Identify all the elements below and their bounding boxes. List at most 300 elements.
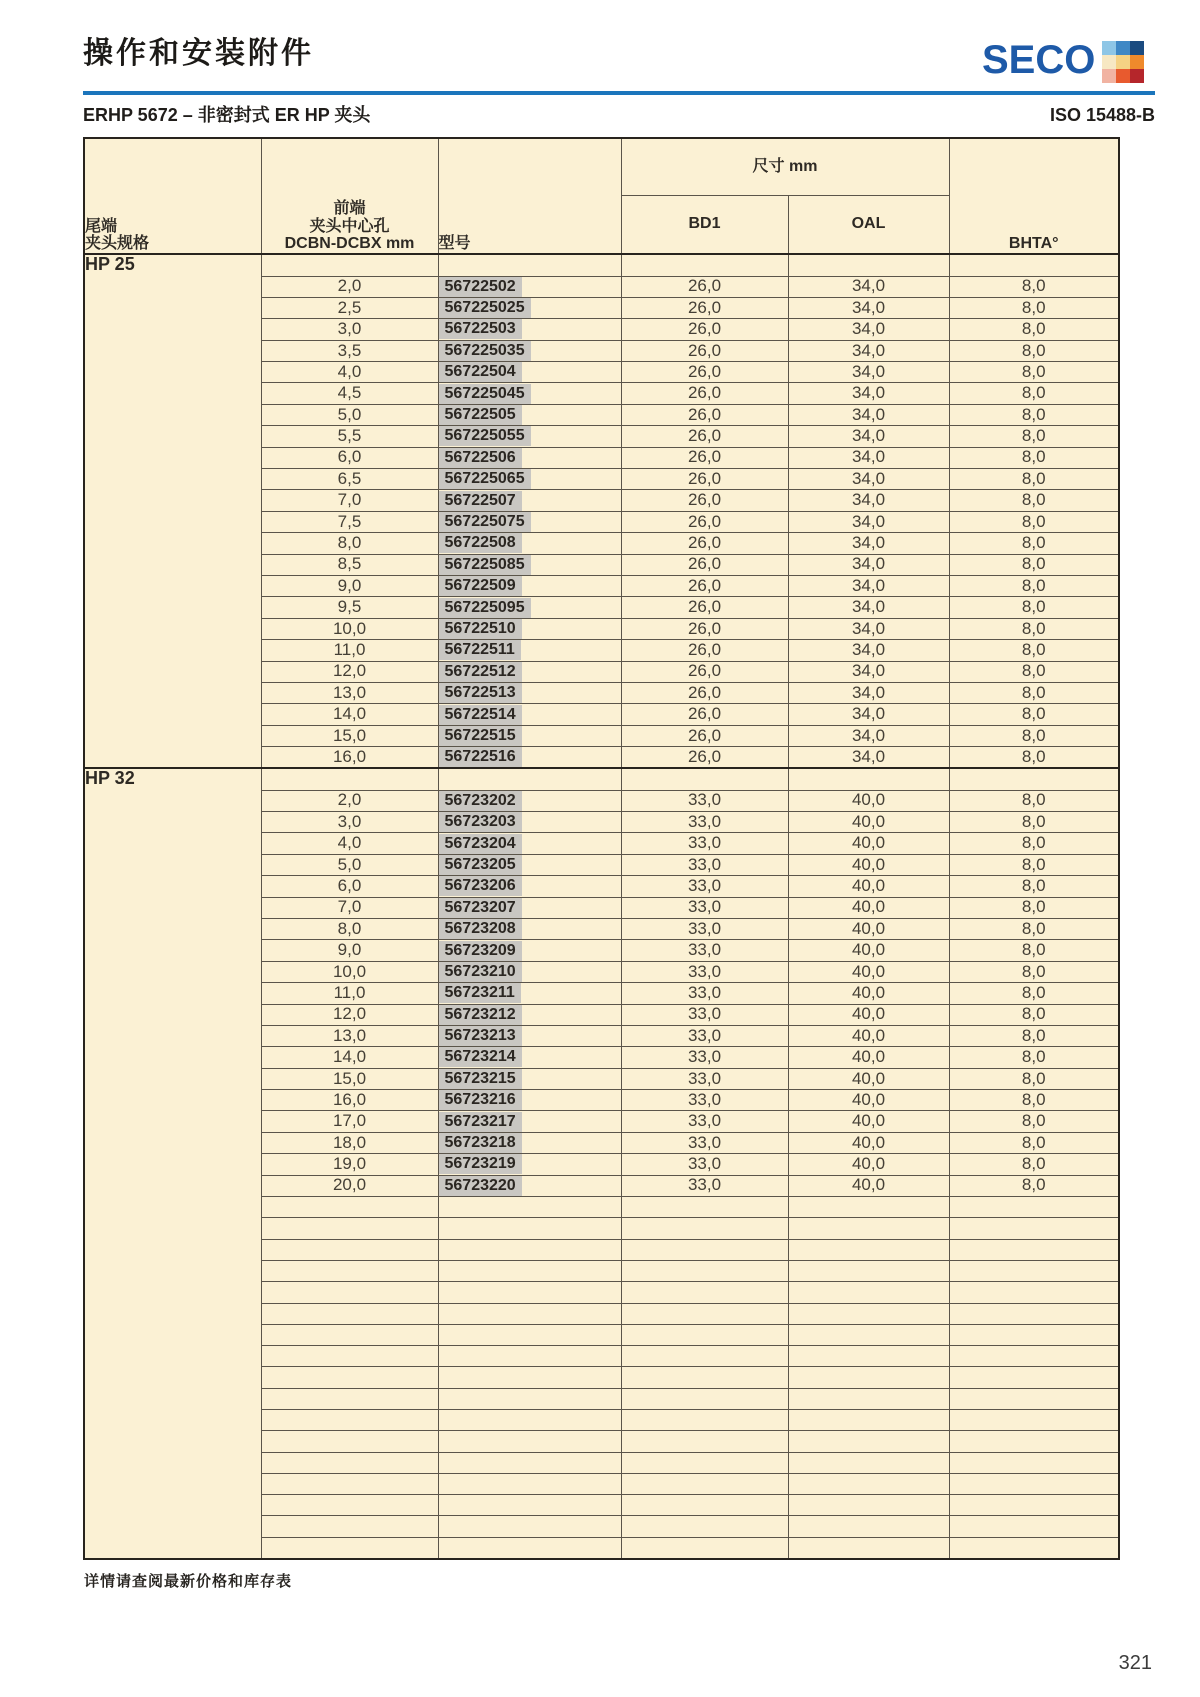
model-number: 56723210 [439, 962, 522, 982]
bore-cell: 10,0 [261, 618, 438, 639]
model-cell [438, 575, 621, 596]
oal-cell [788, 1260, 949, 1281]
bhta-cell: 8,0 [949, 276, 1119, 297]
bhta-cell [949, 1324, 1119, 1345]
logo-square [1116, 55, 1130, 69]
bhta-cell: 8,0 [949, 854, 1119, 875]
model-cell [438, 319, 621, 340]
bd1-cell [621, 254, 788, 276]
logo-color-grid [1102, 41, 1144, 83]
bhta-cell: 8,0 [949, 297, 1119, 318]
oal-cell: 34,0 [788, 426, 949, 447]
bd1-cell: 26,0 [621, 276, 788, 297]
oal-cell: 34,0 [788, 511, 949, 532]
model-number: 56722512 [439, 662, 522, 682]
header-collet-spec-line2: 夹头规格 [85, 235, 150, 253]
bhta-cell [949, 1303, 1119, 1324]
seco-wordmark: SECO [982, 38, 1096, 82]
bore-cell [261, 1367, 438, 1388]
model-number: 56723211 [439, 983, 521, 1003]
catalog-table [83, 137, 1120, 1560]
bore-cell: 9,5 [261, 597, 438, 618]
model-number: 56723214 [439, 1047, 522, 1067]
bhta-cell: 8,0 [949, 790, 1119, 811]
header-model: 型号 [438, 138, 621, 254]
bd1-cell: 26,0 [621, 747, 788, 769]
bd1-cell: 26,0 [621, 340, 788, 361]
footer-note: 详情请查阅最新价格和库存表 [84, 1574, 293, 1590]
oal-cell: 40,0 [788, 854, 949, 875]
bd1-cell: 26,0 [621, 661, 788, 682]
logo-square [1130, 55, 1144, 69]
bhta-cell [949, 1516, 1119, 1537]
oal-cell: 34,0 [788, 404, 949, 425]
bhta-cell: 8,0 [949, 362, 1119, 383]
model-number: 56723204 [439, 834, 522, 854]
bd1-cell: 33,0 [621, 983, 788, 1004]
bd1-cell [621, 1282, 788, 1303]
oal-cell: 34,0 [788, 447, 949, 468]
page-title: 操作和安装附件 [83, 37, 314, 70]
bd1-cell: 26,0 [621, 725, 788, 746]
bore-cell: 7,0 [261, 897, 438, 918]
bore-cell: 5,0 [261, 404, 438, 425]
header-bore-line1: 前端 [333, 200, 366, 218]
bhta-cell [949, 1282, 1119, 1303]
model-number: 567225095 [439, 598, 531, 618]
model-cell [438, 704, 621, 725]
bore-cell: 14,0 [261, 1047, 438, 1068]
model-cell [438, 1111, 621, 1132]
model-cell [438, 811, 621, 832]
bore-cell: 14,0 [261, 704, 438, 725]
header-collet-spec-line1: 尾端 [85, 217, 118, 235]
section-label: HP 32 [84, 768, 261, 1558]
page-number: 321 [1118, 1652, 1152, 1674]
bd1-cell [621, 1346, 788, 1367]
logo-square [1116, 41, 1130, 55]
bd1-cell: 33,0 [621, 1004, 788, 1025]
bd1-cell: 26,0 [621, 490, 788, 511]
oal-cell: 34,0 [788, 704, 949, 725]
bhta-cell [949, 768, 1119, 790]
model-number: 567225055 [439, 426, 531, 446]
model-cell [438, 1324, 621, 1345]
bhta-cell: 8,0 [949, 1132, 1119, 1153]
oal-cell: 34,0 [788, 297, 949, 318]
bhta-cell: 8,0 [949, 897, 1119, 918]
bore-cell: 13,0 [261, 1025, 438, 1046]
bore-cell: 9,0 [261, 940, 438, 961]
bhta-cell: 8,0 [949, 704, 1119, 725]
model-number: 56723213 [439, 1026, 522, 1046]
bhta-cell: 8,0 [949, 319, 1119, 340]
section-label: HP 25 [84, 254, 261, 768]
model-cell [438, 940, 621, 961]
model-number: 56722511 [439, 640, 521, 660]
bd1-cell: 26,0 [621, 426, 788, 447]
bd1-cell: 26,0 [621, 640, 788, 661]
bore-cell [261, 1218, 438, 1239]
bhta-cell [949, 1495, 1119, 1516]
model-cell [438, 961, 621, 982]
bore-cell [261, 1516, 438, 1537]
model-cell [438, 554, 621, 575]
bhta-cell: 8,0 [949, 1090, 1119, 1111]
oal-cell: 34,0 [788, 276, 949, 297]
bd1-cell [621, 1197, 788, 1218]
bd1-cell [621, 1367, 788, 1388]
oal-cell: 40,0 [788, 940, 949, 961]
model-cell [438, 1090, 621, 1111]
oal-cell: 40,0 [788, 1004, 949, 1025]
oal-cell: 40,0 [788, 1047, 949, 1068]
model-cell [438, 1452, 621, 1473]
oal-cell: 34,0 [788, 340, 949, 361]
header-bore-line2: 夹头中心孔 [309, 217, 390, 235]
oal-cell [788, 1473, 949, 1494]
model-cell [438, 1495, 621, 1516]
bd1-cell: 33,0 [621, 1047, 788, 1068]
subheader [83, 101, 1155, 127]
oal-cell: 34,0 [788, 747, 949, 769]
bhta-cell [949, 1367, 1119, 1388]
bore-cell: 11,0 [261, 640, 438, 661]
bd1-cell [621, 1495, 788, 1516]
model-cell [438, 1537, 621, 1558]
model-cell [438, 511, 621, 532]
oal-cell: 40,0 [788, 1090, 949, 1111]
model-cell [438, 661, 621, 682]
header-bore-line3: DCBN-DCBX mm [284, 235, 415, 253]
bd1-cell: 26,0 [621, 682, 788, 703]
model-number: 567225065 [439, 469, 531, 489]
oal-cell: 34,0 [788, 319, 949, 340]
oal-cell: 40,0 [788, 897, 949, 918]
bd1-cell [621, 1452, 788, 1473]
bore-cell: 19,0 [261, 1154, 438, 1175]
bore-cell [261, 254, 438, 276]
oal-cell: 40,0 [788, 1025, 949, 1046]
header-dimensions-group: 尺寸 mm [621, 138, 949, 195]
model-number: 567225025 [439, 298, 531, 318]
model-cell [438, 1388, 621, 1409]
model-number: 56723202 [439, 791, 522, 811]
model-number: 56723216 [439, 1090, 522, 1110]
model-number: 56722516 [439, 747, 522, 767]
bd1-cell [621, 1218, 788, 1239]
bore-cell: 10,0 [261, 961, 438, 982]
header-collet-spec [84, 138, 261, 254]
bore-cell [261, 1282, 438, 1303]
model-cell [438, 876, 621, 897]
bd1-cell: 33,0 [621, 1132, 788, 1153]
model-cell [438, 1367, 621, 1388]
bd1-cell: 33,0 [621, 1175, 788, 1196]
bhta-cell [949, 1431, 1119, 1452]
oal-cell: 34,0 [788, 618, 949, 639]
bd1-cell [621, 1409, 788, 1430]
model-cell [438, 1282, 621, 1303]
bd1-cell: 26,0 [621, 469, 788, 490]
bd1-cell [621, 1473, 788, 1494]
bhta-cell: 8,0 [949, 1111, 1119, 1132]
bhta-cell [949, 1409, 1119, 1430]
bore-cell: 8,0 [261, 533, 438, 554]
bhta-cell [949, 1260, 1119, 1281]
bd1-cell [621, 1303, 788, 1324]
brand-logo [982, 40, 1144, 83]
model-number: 56723218 [439, 1133, 522, 1153]
oal-cell: 34,0 [788, 533, 949, 554]
bhta-cell: 8,0 [949, 340, 1119, 361]
oal-cell [788, 1452, 949, 1473]
bore-cell [261, 1431, 438, 1452]
model-cell [438, 725, 621, 746]
logo-square [1130, 41, 1144, 55]
bd1-cell: 33,0 [621, 897, 788, 918]
bore-cell: 2,0 [261, 790, 438, 811]
bhta-cell [949, 1452, 1119, 1473]
bore-cell: 11,0 [261, 983, 438, 1004]
model-number: 567225045 [439, 384, 531, 404]
oal-cell: 40,0 [788, 1175, 949, 1196]
model-cell [438, 640, 621, 661]
bhta-cell [949, 1197, 1119, 1218]
oal-cell: 34,0 [788, 575, 949, 596]
logo-square [1130, 69, 1144, 83]
oal-cell [788, 1409, 949, 1430]
bhta-cell: 8,0 [949, 575, 1119, 596]
model-number: 56723209 [439, 941, 522, 961]
header-row-1 [84, 138, 1119, 195]
bore-cell: 13,0 [261, 682, 438, 703]
oal-cell: 40,0 [788, 983, 949, 1004]
bhta-cell: 8,0 [949, 940, 1119, 961]
bd1-cell [621, 1516, 788, 1537]
model-cell [438, 682, 621, 703]
bhta-cell: 8,0 [949, 983, 1119, 1004]
model-cell [438, 426, 621, 447]
bore-cell [261, 1346, 438, 1367]
oal-cell: 40,0 [788, 918, 949, 939]
oal-cell [788, 1367, 949, 1388]
bhta-cell: 8,0 [949, 618, 1119, 639]
model-number: 56723219 [439, 1154, 522, 1174]
bd1-cell [621, 1431, 788, 1452]
bd1-cell: 26,0 [621, 447, 788, 468]
bhta-cell: 8,0 [949, 918, 1119, 939]
model-number: 567225075 [439, 512, 531, 532]
bhta-cell: 8,0 [949, 1025, 1119, 1046]
bhta-cell [949, 1537, 1119, 1558]
bore-cell: 15,0 [261, 1068, 438, 1089]
bore-cell [261, 1197, 438, 1218]
bd1-cell: 33,0 [621, 961, 788, 982]
bd1-cell [621, 1388, 788, 1409]
oal-cell: 34,0 [788, 597, 949, 618]
model-cell [438, 1431, 621, 1452]
oal-cell [788, 1197, 949, 1218]
logo-square [1116, 69, 1130, 83]
bore-cell: 7,0 [261, 490, 438, 511]
bd1-cell [621, 1260, 788, 1281]
bd1-cell [621, 1537, 788, 1558]
bd1-cell: 33,0 [621, 1025, 788, 1046]
model-number: 56722510 [439, 619, 522, 639]
model-number: 56722508 [439, 533, 522, 553]
model-cell [438, 490, 621, 511]
header-bd1: BD1 [621, 195, 788, 254]
model-cell [438, 297, 621, 318]
oal-cell [788, 254, 949, 276]
model-cell [438, 897, 621, 918]
model-number: 567225035 [439, 341, 531, 361]
model-number: 56722502 [439, 277, 522, 297]
oal-cell: 40,0 [788, 833, 949, 854]
bd1-cell: 33,0 [621, 833, 788, 854]
model-cell [438, 254, 621, 276]
model-cell [438, 340, 621, 361]
bore-cell [261, 1473, 438, 1494]
bd1-cell [621, 1239, 788, 1260]
bd1-cell: 26,0 [621, 383, 788, 404]
bore-cell [261, 1239, 438, 1260]
bd1-cell: 26,0 [621, 404, 788, 425]
model-number: 56722513 [439, 683, 522, 703]
bore-cell: 7,5 [261, 511, 438, 532]
model-cell [438, 1218, 621, 1239]
model-cell [438, 276, 621, 297]
bhta-cell [949, 1346, 1119, 1367]
bore-cell: 6,0 [261, 447, 438, 468]
bd1-cell: 33,0 [621, 940, 788, 961]
model-cell [438, 1132, 621, 1153]
model-cell [438, 597, 621, 618]
bhta-cell: 8,0 [949, 490, 1119, 511]
bd1-cell: 33,0 [621, 854, 788, 875]
oal-cell: 34,0 [788, 725, 949, 746]
bhta-cell: 8,0 [949, 1068, 1119, 1089]
bd1-cell: 33,0 [621, 1154, 788, 1175]
model-cell [438, 1004, 621, 1025]
table-header [84, 138, 1119, 254]
bore-cell: 20,0 [261, 1175, 438, 1196]
bhta-cell: 8,0 [949, 383, 1119, 404]
model-cell [438, 1260, 621, 1281]
bd1-cell: 26,0 [621, 511, 788, 532]
model-cell [438, 1303, 621, 1324]
bhta-cell [949, 1473, 1119, 1494]
bore-cell: 3,5 [261, 340, 438, 361]
oal-cell: 34,0 [788, 383, 949, 404]
bhta-cell: 8,0 [949, 811, 1119, 832]
bd1-cell: 26,0 [621, 618, 788, 639]
bore-cell [261, 1409, 438, 1430]
oal-cell [788, 1346, 949, 1367]
model-cell [438, 983, 621, 1004]
bhta-cell: 8,0 [949, 1047, 1119, 1068]
model-cell [438, 404, 621, 425]
model-cell [438, 1516, 621, 1537]
product-heading: ERHP 5672 – 非密封式 ER HP 夹头 [83, 105, 371, 125]
bore-cell: 17,0 [261, 1111, 438, 1132]
model-number: 567225085 [439, 555, 531, 575]
bhta-cell: 8,0 [949, 533, 1119, 554]
model-cell [438, 747, 621, 769]
bd1-cell [621, 768, 788, 790]
model-cell [438, 768, 621, 790]
model-cell [438, 790, 621, 811]
bore-cell: 9,0 [261, 575, 438, 596]
model-number: 56722504 [439, 362, 522, 382]
model-number: 56723205 [439, 855, 522, 875]
bd1-cell: 26,0 [621, 704, 788, 725]
model-cell [438, 1047, 621, 1068]
bhta-cell: 8,0 [949, 426, 1119, 447]
bhta-cell: 8,0 [949, 597, 1119, 618]
header-bore-range [261, 138, 438, 254]
bd1-cell: 33,0 [621, 1090, 788, 1111]
bhta-cell: 8,0 [949, 404, 1119, 425]
bhta-cell: 8,0 [949, 511, 1119, 532]
oal-cell [788, 1388, 949, 1409]
bore-cell: 3,0 [261, 319, 438, 340]
model-number: 56722509 [439, 576, 522, 596]
model-number: 56723215 [439, 1069, 522, 1089]
bd1-cell: 26,0 [621, 597, 788, 618]
bore-cell: 5,0 [261, 854, 438, 875]
model-cell [438, 1175, 621, 1196]
section-spacer-row [84, 254, 1119, 276]
oal-cell [788, 1303, 949, 1324]
bore-cell [261, 1537, 438, 1558]
section-spacer-row [84, 768, 1119, 790]
bore-cell: 4,5 [261, 383, 438, 404]
bore-cell: 16,0 [261, 747, 438, 769]
bore-cell: 18,0 [261, 1132, 438, 1153]
model-cell [438, 618, 621, 639]
bore-cell: 4,0 [261, 362, 438, 383]
bore-cell [261, 1324, 438, 1345]
bhta-cell [949, 254, 1119, 276]
model-cell [438, 1239, 621, 1260]
bore-cell [261, 1260, 438, 1281]
oal-cell [788, 1431, 949, 1452]
oal-cell: 40,0 [788, 961, 949, 982]
oal-cell: 40,0 [788, 1111, 949, 1132]
bd1-cell: 33,0 [621, 876, 788, 897]
model-number: 56723217 [439, 1112, 522, 1132]
oal-cell [788, 1282, 949, 1303]
model-number: 56722515 [439, 726, 522, 746]
bhta-cell [949, 1239, 1119, 1260]
bore-cell: 12,0 [261, 1004, 438, 1025]
model-number: 56723207 [439, 898, 522, 918]
oal-cell: 40,0 [788, 1154, 949, 1175]
bhta-cell: 8,0 [949, 833, 1119, 854]
bore-cell [261, 1452, 438, 1473]
bhta-cell: 8,0 [949, 747, 1119, 769]
model-number: 56722507 [439, 491, 522, 511]
bd1-cell: 33,0 [621, 1111, 788, 1132]
model-cell [438, 1154, 621, 1175]
model-number: 56723212 [439, 1005, 522, 1025]
oal-cell [788, 768, 949, 790]
oal-cell [788, 1516, 949, 1537]
oal-cell: 40,0 [788, 811, 949, 832]
bore-cell: 6,5 [261, 469, 438, 490]
